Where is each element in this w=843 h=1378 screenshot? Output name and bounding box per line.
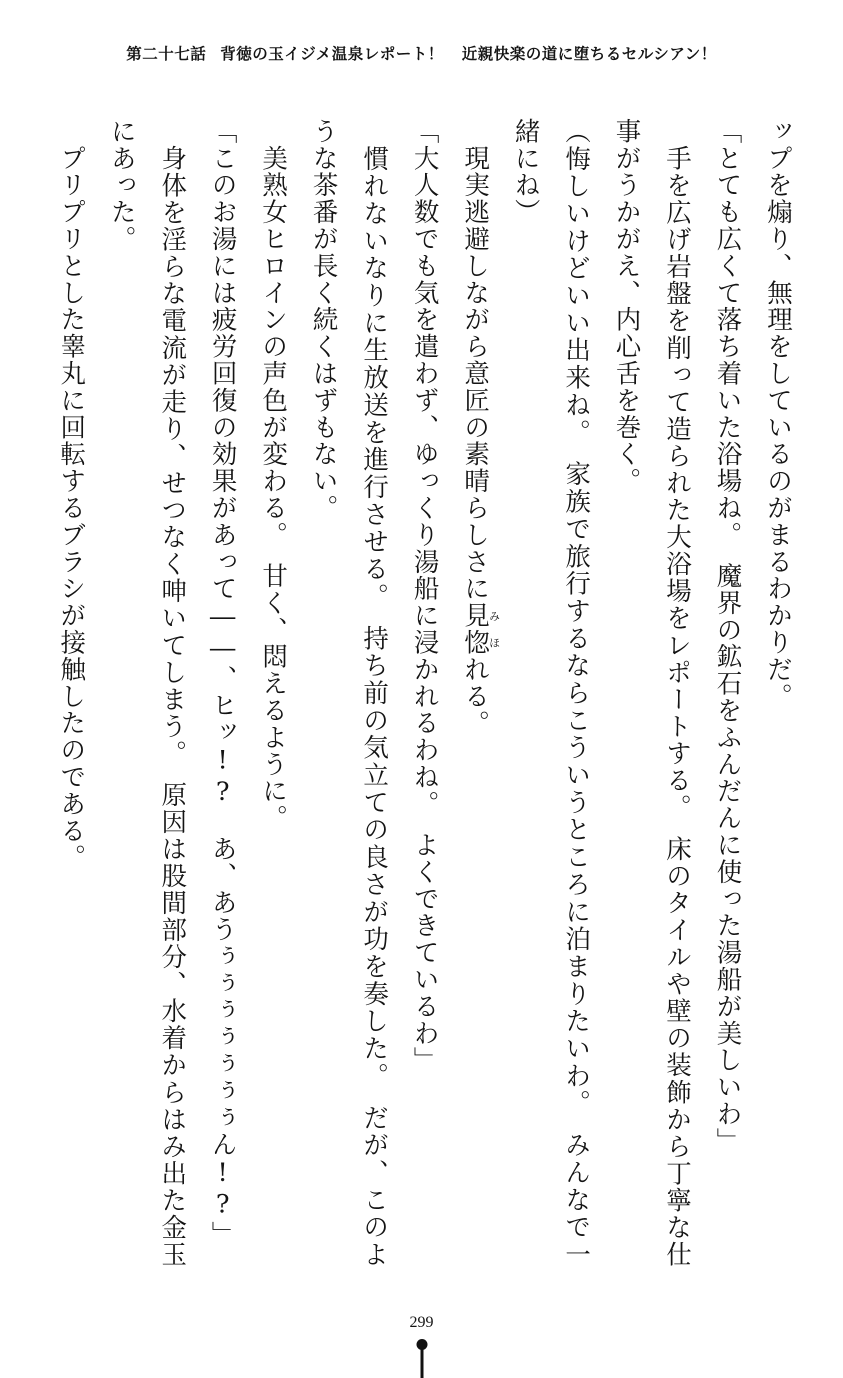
paragraph: 「とても広くて落ち着いた浴場ね。 魔界の鉱石をふんだんに使った湯船が美しいわ」 [712, 118, 743, 1155]
gutter-line-mark [420, 1344, 423, 1378]
page-number: 299 [409, 1314, 434, 1331]
ruby-annotation: 見惚みほ [460, 602, 501, 657]
paragraph: 美熟女ヒロインの声色が変わる。 甘く、悶えるように。 [258, 118, 289, 832]
paragraph: 現実逃避しながら意匠の素晴らしさに見惚みほれる。 [460, 118, 501, 737]
paragraph: 「大人数でも気を遣わず、ゆっくり湯船に浸かれるわね。 よくできているわ」 [409, 118, 440, 1074]
paragraph: プリプリとした睾丸に回転するブラシが接触したのである。 [56, 118, 87, 872]
vertical-text-block [48, 118, 803, 1268]
paragraph: 「このお湯には疲労回復の効果があって――、ヒッ!? あ、あうぅぅぅぅぅぅぅん!?」 [207, 118, 238, 1248]
chapter-subtitle: 近親快楽の道に堕ちるセルシアン！ [461, 46, 717, 63]
running-header [0, 42, 843, 64]
body-text-area [48, 118, 803, 1268]
paragraph: 慣れないなりに生放送を進行させる。 持ち前の気立ての良さが功を奏した。 だが、このような茶番が長く続くはずもない。 [308, 118, 390, 1268]
paragraph: （悔しいけどいい出来ね。 家族で旅行するならこういうところに泊まりたいわ。 みんなで一緒にね） [510, 118, 592, 1268]
paragraph: ップを煽り、無理をしているのがまるわかりだ。 [763, 118, 793, 710]
paragraph: 手を広げ岩盤を削って造られた大浴場をレポートする。 床のタイルや壁の装飾から丁寧な仕事がうかがえ、内心舌を巻く。 [611, 118, 693, 1268]
chapter-number: 第二十七話 [126, 46, 207, 63]
chapter-title: 背徳の玉イジメ温泉レポート！ [220, 46, 444, 63]
paragraph: 身体を淫らな電流が走り、せつなく呻いてしまう。 原因は股間部分、水着からはみ出た金玉にあった。 [106, 118, 188, 1268]
